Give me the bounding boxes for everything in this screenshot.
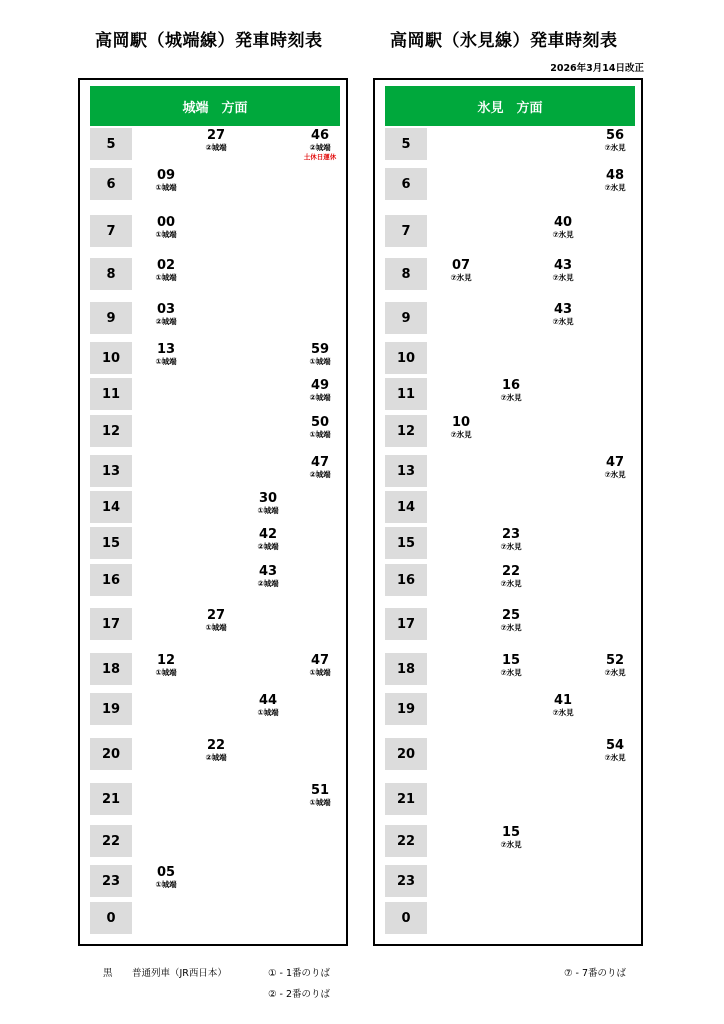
platform-destination: ⑦氷見 [604, 183, 626, 192]
departure-entry [294, 343, 346, 367]
departure-minute: 27 [206, 128, 226, 143]
departure-minute: 13 [156, 342, 176, 357]
platform-destination: ②城端 [205, 753, 227, 762]
platform-destination: ②城端 [309, 470, 331, 479]
departure-minute: 15 [501, 653, 521, 668]
departure-minute: 15 [501, 825, 521, 840]
departure-entry [537, 259, 589, 283]
departure-minute: 52 [605, 653, 625, 668]
platform-destination: ②城端 [309, 393, 331, 402]
departure-minute: 12 [156, 653, 176, 668]
departure-entry [485, 528, 537, 552]
hour-cell: 16 [385, 564, 427, 596]
departure-entry [485, 379, 537, 403]
departure-minute: 51 [310, 783, 330, 798]
departure-minute: 50 [310, 415, 330, 430]
departure-entry [242, 492, 294, 516]
hour-cell: 23 [90, 865, 132, 897]
departure-entry [294, 784, 346, 808]
hour-cell: 16 [90, 564, 132, 596]
hour-cell: 17 [90, 608, 132, 640]
departure-minute: 22 [206, 738, 226, 753]
platform-destination: ⑦氷見 [552, 230, 574, 239]
platform-destination: ⑦氷見 [604, 143, 626, 152]
platform-destination: ⑦氷見 [450, 430, 472, 439]
hour-cell: 10 [385, 342, 427, 374]
departure-minute: 23 [501, 527, 521, 542]
platform-destination: ⑦氷見 [500, 542, 522, 551]
departure-minute: 09 [156, 168, 176, 183]
departure-entry [294, 654, 346, 678]
platform-destination: ②城端 [205, 143, 227, 152]
platform-destination: ①城端 [309, 357, 331, 366]
departure-entry [190, 609, 242, 633]
legend-train-type: 普通列車（JR西日本） [132, 968, 227, 979]
platform-destination: ⑦氷見 [604, 470, 626, 479]
departure-entry [485, 565, 537, 589]
platform-destination: ⑦氷見 [500, 623, 522, 632]
hour-cell: 0 [90, 902, 132, 934]
platform-destination: ①城端 [205, 623, 227, 632]
departure-entry [140, 216, 192, 240]
departure-minute: 42 [258, 527, 278, 542]
departure-minute: 30 [258, 491, 278, 506]
hour-cell: 7 [385, 215, 427, 247]
departure-minute: 43 [258, 564, 278, 579]
departure-minute: 02 [156, 258, 176, 273]
platform-destination: ⑦氷見 [500, 840, 522, 849]
platform-destination: ①城端 [309, 430, 331, 439]
departure-minute: 54 [605, 738, 625, 753]
departure-minute: 41 [553, 693, 573, 708]
hour-cell: 20 [385, 738, 427, 770]
hour-cell: 21 [385, 783, 427, 815]
departure-entry [294, 379, 346, 403]
departure-entry [589, 739, 641, 763]
hour-cell: 21 [90, 783, 132, 815]
legend-platform-7: ⑦ - 7番のりば [564, 968, 627, 979]
platform-destination: ①城端 [155, 880, 177, 889]
hour-cell: 0 [385, 902, 427, 934]
departure-minute: 49 [310, 378, 330, 393]
platform-destination: ①城端 [155, 183, 177, 192]
hour-cell: 11 [90, 378, 132, 410]
hour-cell: 10 [90, 342, 132, 374]
departure-entry [537, 694, 589, 718]
hour-cell: 8 [90, 258, 132, 290]
platform-destination: ⑦氷見 [604, 753, 626, 762]
departure-minute: 10 [451, 415, 471, 430]
departure-entry [589, 169, 641, 193]
platform-destination: ⑦氷見 [500, 393, 522, 402]
platform-destination: ①城端 [309, 798, 331, 807]
platform-destination: ⑦氷見 [500, 579, 522, 588]
hour-cell: 5 [385, 128, 427, 160]
departure-entry [140, 654, 192, 678]
departure-entry [435, 259, 487, 283]
title-joha-line: 高岡駅（城端線）発車時刻表 [95, 31, 323, 51]
platform-destination: ①城端 [155, 230, 177, 239]
hour-cell: 15 [385, 527, 427, 559]
platform-destination: ⑦氷見 [552, 708, 574, 717]
legend-color: 黒 [103, 968, 113, 979]
departure-minute: 47 [310, 653, 330, 668]
service-note: 土休日運休 [303, 153, 337, 161]
platform-destination: ②城端 [309, 143, 331, 152]
departure-entry [485, 609, 537, 633]
departure-entry [485, 826, 537, 850]
departure-minute: 56 [605, 128, 625, 143]
departure-entry [537, 216, 589, 240]
departure-entry [294, 456, 346, 480]
legend-platform-1: ① - 1番のりば [268, 968, 331, 979]
platform-destination: ②城端 [155, 317, 177, 326]
departure-entry [294, 129, 346, 162]
hour-cell: 19 [90, 693, 132, 725]
platform-destination: ⑦氷見 [450, 273, 472, 282]
platform-destination: ①城端 [309, 668, 331, 677]
departure-minute: 00 [156, 215, 176, 230]
revision-date: 2026年3月14日改正 [550, 63, 644, 74]
platform-destination: ⑦氷見 [552, 317, 574, 326]
title-himi-line: 高岡駅（氷見線）発車時刻表 [390, 31, 618, 51]
departure-entry [589, 129, 641, 153]
departure-entry [242, 528, 294, 552]
platform-destination: ②城端 [257, 542, 279, 551]
departure-minute: 22 [501, 564, 521, 579]
platform-destination: ①城端 [257, 708, 279, 717]
platform-destination: ①城端 [257, 506, 279, 515]
platform-destination: ①城端 [155, 273, 177, 282]
departure-minute: 03 [156, 302, 176, 317]
hour-cell: 13 [385, 455, 427, 487]
departure-minute: 59 [310, 342, 330, 357]
departure-minute: 44 [258, 693, 278, 708]
hour-cell: 23 [385, 865, 427, 897]
departure-minute: 43 [553, 258, 573, 273]
departure-entry [589, 654, 641, 678]
hour-cell: 13 [90, 455, 132, 487]
departure-minute: 07 [451, 258, 471, 273]
hour-cell: 12 [385, 415, 427, 447]
hour-cell: 17 [385, 608, 427, 640]
departure-minute: 47 [310, 455, 330, 470]
departure-entry [242, 694, 294, 718]
departure-entry [140, 866, 192, 890]
timetable-panel-johana [78, 78, 348, 946]
hour-cell: 6 [90, 168, 132, 200]
hour-cell: 11 [385, 378, 427, 410]
departure-minute: 27 [206, 608, 226, 623]
hour-cell: 18 [90, 653, 132, 685]
departure-minute: 16 [501, 378, 521, 393]
departure-entry [435, 416, 487, 440]
hour-cell: 14 [385, 491, 427, 523]
departure-entry [589, 456, 641, 480]
platform-destination: ①城端 [155, 668, 177, 677]
departure-entry [485, 654, 537, 678]
hour-cell: 22 [385, 825, 427, 857]
hour-cell: 6 [385, 168, 427, 200]
platform-destination: ⑦氷見 [604, 668, 626, 677]
hour-cell: 9 [385, 302, 427, 334]
hour-cell: 18 [385, 653, 427, 685]
departure-minute: 47 [605, 455, 625, 470]
departure-minute: 40 [553, 215, 573, 230]
hour-cell: 9 [90, 302, 132, 334]
departure-entry [294, 416, 346, 440]
departure-entry [242, 565, 294, 589]
departure-minute: 05 [156, 865, 176, 880]
hour-cell: 5 [90, 128, 132, 160]
hour-cell: 22 [90, 825, 132, 857]
platform-destination: ⑦氷見 [552, 273, 574, 282]
hour-cell: 19 [385, 693, 427, 725]
hour-cell: 7 [90, 215, 132, 247]
legend-platform-2: ② - 2番のりば [268, 989, 331, 1000]
timetable-panel-himi [373, 78, 643, 946]
departure-minute: 48 [605, 168, 625, 183]
hour-cell: 20 [90, 738, 132, 770]
departure-entry [140, 343, 192, 367]
departure-entry [140, 303, 192, 327]
hour-cell: 12 [90, 415, 132, 447]
departure-minute: 46 [310, 128, 330, 143]
departure-entry [140, 259, 192, 283]
departure-minute: 43 [553, 302, 573, 317]
hour-cell: 15 [90, 527, 132, 559]
platform-destination: ①城端 [155, 357, 177, 366]
platform-destination: ②城端 [257, 579, 279, 588]
direction-header: 城端 方面 [90, 86, 340, 126]
departure-entry [190, 129, 242, 153]
platform-destination: ⑦氷見 [500, 668, 522, 677]
hour-cell: 14 [90, 491, 132, 523]
departure-entry [537, 303, 589, 327]
direction-header: 氷見 方面 [385, 86, 635, 126]
departure-entry [190, 739, 242, 763]
departure-entry [140, 169, 192, 193]
departure-minute: 25 [501, 608, 521, 623]
hour-cell: 8 [385, 258, 427, 290]
